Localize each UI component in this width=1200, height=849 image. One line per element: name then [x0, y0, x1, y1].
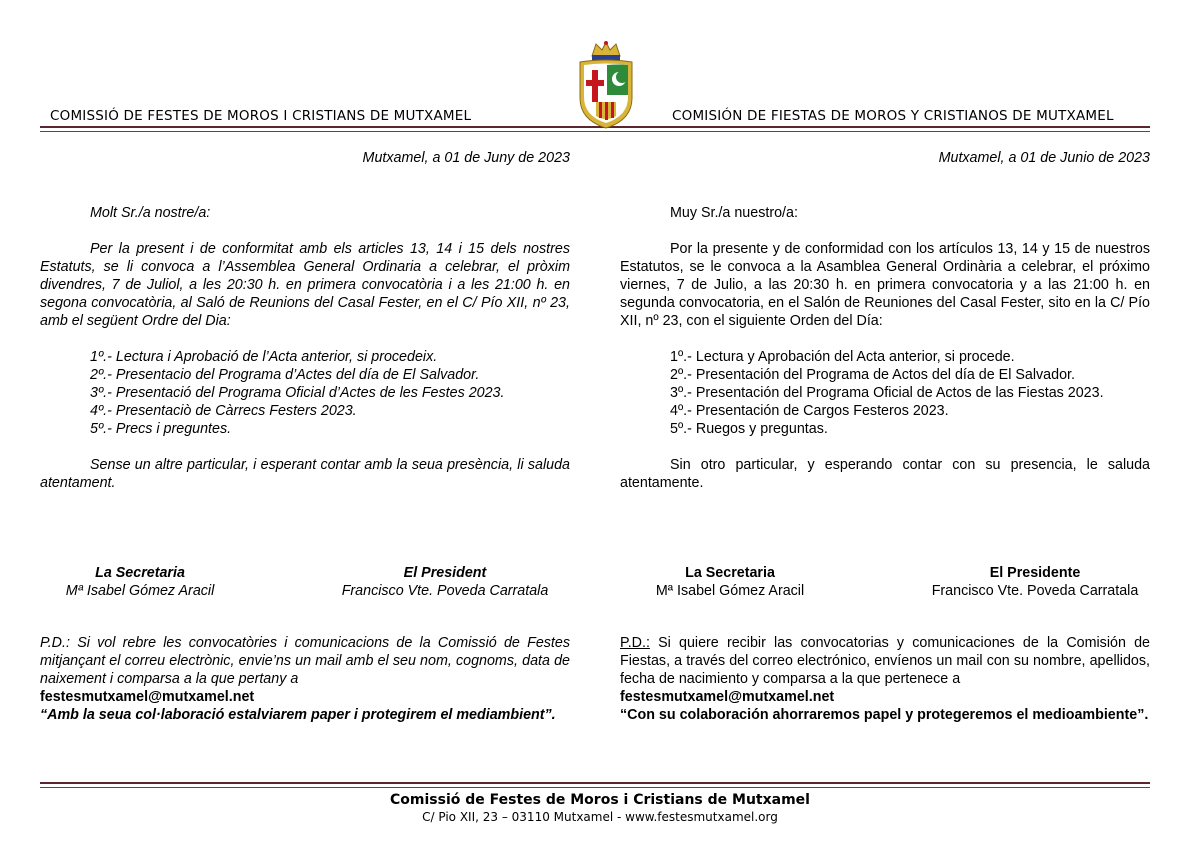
salutation-valencian: Molt Sr./a nostre/a: — [90, 205, 211, 221]
body-paragraph-spanish: Por la presente y de conformidad con los artículos 13, 14 y 15 de nuestros Estatutos, se le convoca a la Asamblea General Ordinària a celebrar, el próximo viernes, 7 de Julio, a las 20:30 h. en primera convocatoria y a las 21:00 h. en segunda convocatoria, en el Salón de Reuniones del Casal Fester, sito en la C/ Pío XII, nº 23, con el siguiente Orden del Día: — [620, 241, 1150, 329]
footer-organization: Comissió de Festes de Moros i Cristians de Mutxamel — [390, 792, 810, 808]
crest-logo — [574, 40, 638, 130]
agenda-item: 1º.- Lectura y Aprobación del Acta anterior, si procede. — [670, 349, 1015, 365]
letter-date-valencian: Mutxamel, a 01 de Juny de 2023 — [362, 150, 570, 166]
header-title-spanish: COMISIÓN DE FIESTAS DE MOROS Y CRISTIANOS DE MUTXAMEL — [672, 108, 1114, 124]
signature-secretary-spanish — [620, 564, 840, 600]
president-role: El President — [403, 565, 487, 581]
president-name: Francisco Vte. Poveda Carratala — [341, 583, 549, 599]
footer-address: C/ Pio XII, 23 – 03110 Mutxamel - www.festesmutxamel.org — [422, 810, 778, 824]
agenda-item: 5º.- Precs i preguntes. — [90, 421, 232, 437]
secretary-name: Mª Isabel Gómez Aracil — [655, 583, 805, 599]
pd-text: Si quiere recibir las convocatorias y comunicaciones de la Comisión de Fiestas, a través del correo electrónico, envíenos un mail con su nombre, apellidos, fecha de nacimiento y comparsa a la que pertenece a — [620, 635, 1150, 687]
agenda-item: 2º.- Presentacio del Programa d’Actes del día de El Salvador. — [90, 367, 480, 383]
letter-date-spanish: Mutxamel, a 01 de Junio de 2023 — [938, 150, 1150, 166]
letter-body-valencian — [40, 204, 570, 492]
closing-valencian: Sense un altre particular, i esperant contar amb la seua presència, li saluda atentament. — [40, 457, 570, 491]
signature-president-spanish — [900, 564, 1170, 600]
pd-label: P.D.: — [620, 635, 650, 651]
agenda-item: 1º.- Lectura i Aprobació de l’Acta anterior, si procedeix. — [90, 349, 438, 365]
email-address: festesmutxamel@mutxamel.net — [40, 689, 255, 705]
pd-label: P.D.: — [40, 635, 70, 651]
closing-spanish: Sin otro particular, y esperando contar con su presencia, le saluda atentamente. — [620, 457, 1150, 491]
email-address: festesmutxamel@mutxamel.net — [620, 689, 835, 705]
postscript-spanish — [620, 634, 1150, 724]
secretary-role: La Secretaria — [685, 565, 775, 581]
quote-spanish: “Con su colaboración ahorraremos papel y protegeremos el medioambiente”. — [620, 707, 1149, 723]
agenda-list-spanish — [620, 348, 1150, 438]
signature-president-valencian — [310, 564, 580, 600]
body-paragraph-valencian: Per la present i de conformitat amb els articles 13, 14 i 15 dels nostres Estatuts, se li convoca a l’Assemblea General Ordinaria a celebrar, el pròxim divendres, 7 de Juliol, a les 20:30 h. en primera convocatòria i a les 21:00 h. en segona convocatòria, al Saló de Reunions del Casal Fester, en el C/ Pío XII, nº 23, amb el següent Ordre del Dia: — [40, 241, 570, 329]
agenda-item: 2º.- Presentación del Programa de Actos del día de El Salvador. — [670, 367, 1075, 383]
quote-valencian: “Amb la seua col·laboració estalviarem paper i protegirem el mediambient”. — [40, 707, 556, 723]
pd-text: Si vol rebre les convocatòries i comunicacions de la Comissió de Festes mitjançant el correu electrònic, envie’ns un mail amb el seu nom, cognoms, data de naixement i comparsa a la que pertany a — [40, 635, 570, 687]
agenda-list-valencian — [40, 348, 570, 438]
footer-rule-thin — [40, 787, 1150, 788]
footer-rule — [40, 782, 1150, 784]
president-name: Francisco Vte. Poveda Carratala — [931, 583, 1139, 599]
secretary-name: Mª Isabel Gómez Aracil — [65, 583, 215, 599]
agenda-item: 3º.- Presentación del Programa Oficial de Actos de las Fiestas 2023. — [670, 385, 1104, 401]
agenda-item: 4º.- Presentaciò de Càrrecs Festers 2023. — [90, 403, 357, 419]
secretary-role: La Secretaria — [95, 565, 185, 581]
president-role: El Presidente — [989, 565, 1081, 581]
agenda-item: 3º.- Presentació del Programa Oficial d’Actes de les Festes 2023. — [90, 385, 505, 401]
header-rule-thin — [40, 131, 1150, 132]
letter-body-spanish — [620, 204, 1150, 492]
agenda-item: 4º.- Presentación de Cargos Festeros 2023. — [670, 403, 949, 419]
header-title-valencian: COMISSIÓ DE FESTES DE MOROS I CRISTIANS DE MUTXAMEL — [50, 108, 472, 124]
signature-secretary-valencian — [40, 564, 240, 600]
agenda-item: 5º.- Ruegos y preguntas. — [670, 421, 828, 437]
postscript-valencian — [40, 634, 570, 724]
salutation-spanish: Muy Sr./a nuestro/a: — [670, 205, 798, 221]
